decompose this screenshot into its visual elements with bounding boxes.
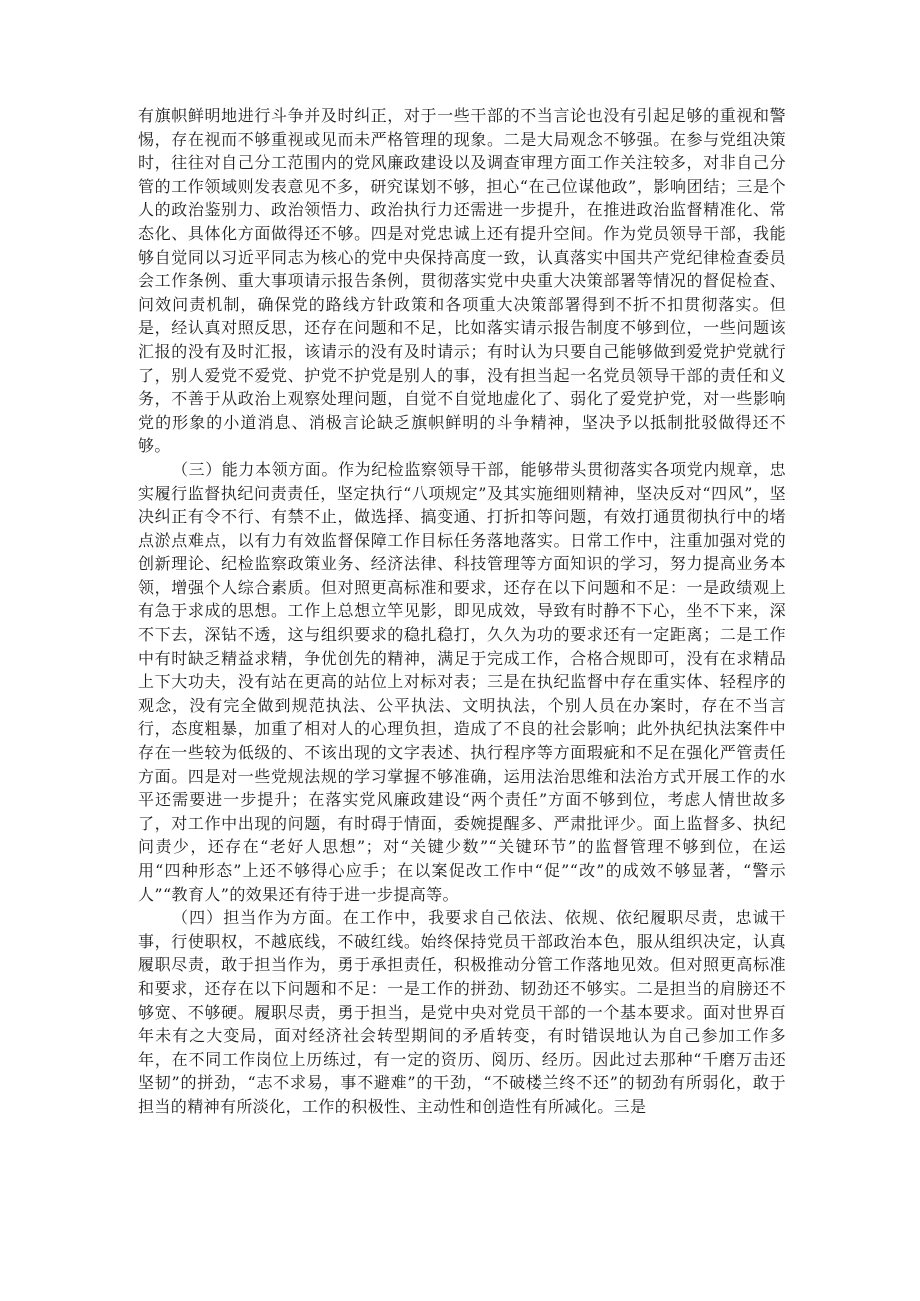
document-page xyxy=(138,104,786,1119)
paragraph-responsibility-section: （四）担当作为方面。在工作中，我要求自己依法、依规、依纪履职尽责，忠诚干事，行使职权，不越底线，不破红线。始终保持党员干部政治本色，服从组织决定，认真履职尽责，敢于担当作为，勇于承担责任，积极推动分管工作落地见效。但对照更高标准和要求，还存在以下问题和不足：一是工作的拼劲、韧劲还不够实。二是担当的肩膀还不够宽、不够硬。履职尽责，勇于担当，是党中央对党员干部的一个基本要求。面对世界百年未有之大变局，面对经济社会转型期间的矛盾转变，有时错误地认为自己参加工作多年，在不同工作岗位上历练过，有一定的资历、阅历、经历。因此过去那种“千磨万击还坚韧”的拼劲，“志不求易，事不避难”的干劲，“不破楼兰终不还”的韧劲有所弱化，敢于担当的精神有所淡化，工作的积极性、主动性和创造性有所减化。三是 xyxy=(138,908,786,1116)
paragraph-ability-section: （三）能力本领方面。作为纪检监察领导干部，能够带头贯彻落实各项党内规章，忠实履行监督执纪问责责任，坚定执行“八项规定”及其实施细则精神，坚决反对“四风”，坚决纠正有令不行、有禁不止，做选择、搞变通、打折扣等问题，有效打通贯彻执行中的堵点淤点难点，以有力有效监督保障工作目标任务落地落实。日常工作中，注重加强对党的创新理论、纪检监察政策业务、经济法律、科技管理等方面知识的学习，努力提高业务本领，增强个人综合素质。但对照更高标准和要求，还存在以下问题和不足：一是政绩观上有急于求成的思想。工作上总想立竿见影，即见成效，导致有时静不下心，坐不下来，深不下去，深钻不透，这与组织要求的稳扎稳打，久久为功的要求还有一定距离；二是工作中有时缺乏精益求精，争优创先的精神，满足于完成工作，合格合规即可，没有在求精品上下大功夫，没有站在更高的站位上对标对表；三是在执纪监督中存在重实体、轻程序的观念，没有完全做到规范执法、公平执法、文明执法，个别人员在办案时，存在不当言行，态度粗暴，加重了相对人的心理负担，造成了不良的社会影响；此外执纪执法案件中存在一些较为低级的、不该出现的文字表述、执行程序等方面瑕疵和不足在强化严管责任方面。四是对一些党规法规的学习掌握不够准确，运用法治思维和法治方式开展工作的水平还需要进一步提升；在落实党风廉政建设“两个责任”方面不够到位，考虑人情世故多了，对工作中出现的问题，有时碍于情面，委婉提醒多、严肃批评少。面上监督多、执纪问责少，还存在“老好人思想”；对“关键少数”“关键环节”的监督管理不够到位，在运用“四种形态”上还不够得心应手；在以案促改工作中“促”“改”的成效不够显著，“警示人”“教育人”的效果还有待于进一步提高等。 xyxy=(138,459,786,904)
paragraph-continuation: 有旗帜鲜明地进行斗争并及时纠正，对于一些干部的不当言论也没有引起足够的重视和警惕，存在视而不够重视或见而未严格管理的现象。二是大局观念不够强。在参与党组决策时，往往对自己分工范围内的党风廉政建设以及调查审理方面工作关注较多，对非自己分管的工作领域则发表意见不多，研究谋划不够，担心“在己位谋他政”，影响团结；三是个人的政治鉴别力、政治领悟力、政治执行力还需进一步提升，在推进政治监督精准化、常态化、具体化方面做得还不够。四是对党忠诚上还有提升空间。作为党员领导干部，我能够自觉同以习近平同志为核心的党中央保持高度一致，认真落实中国共产党纪律检查委员会工作条例、重大事项请示报告条例，贯彻落实党中央重大决策部署等情况的督促检查、问效问责机制，确保党的路线方针政策和各项重大决策部署得到不折不扣贯彻落实。但是，经认真对照反思，还存在问题和不足，比如落实请示报告制度不够到位，一些问题该汇报的没有及时汇报，该请示的没有及时请示；有时认为只要自己能够做到爱党护党就行了，别人爱党不爱党、护党不护党是别人的事，没有担当起一名党员领导干部的责任和义务，不善于从政治上观察处理问题，自觉不自觉地虚化了、弱化了爱党护党，对一些影响党的形象的小道消息、消极言论缺乏旗帜鲜明的斗争精神，坚决予以抵制批驳做得还不够。 xyxy=(138,106,786,456)
